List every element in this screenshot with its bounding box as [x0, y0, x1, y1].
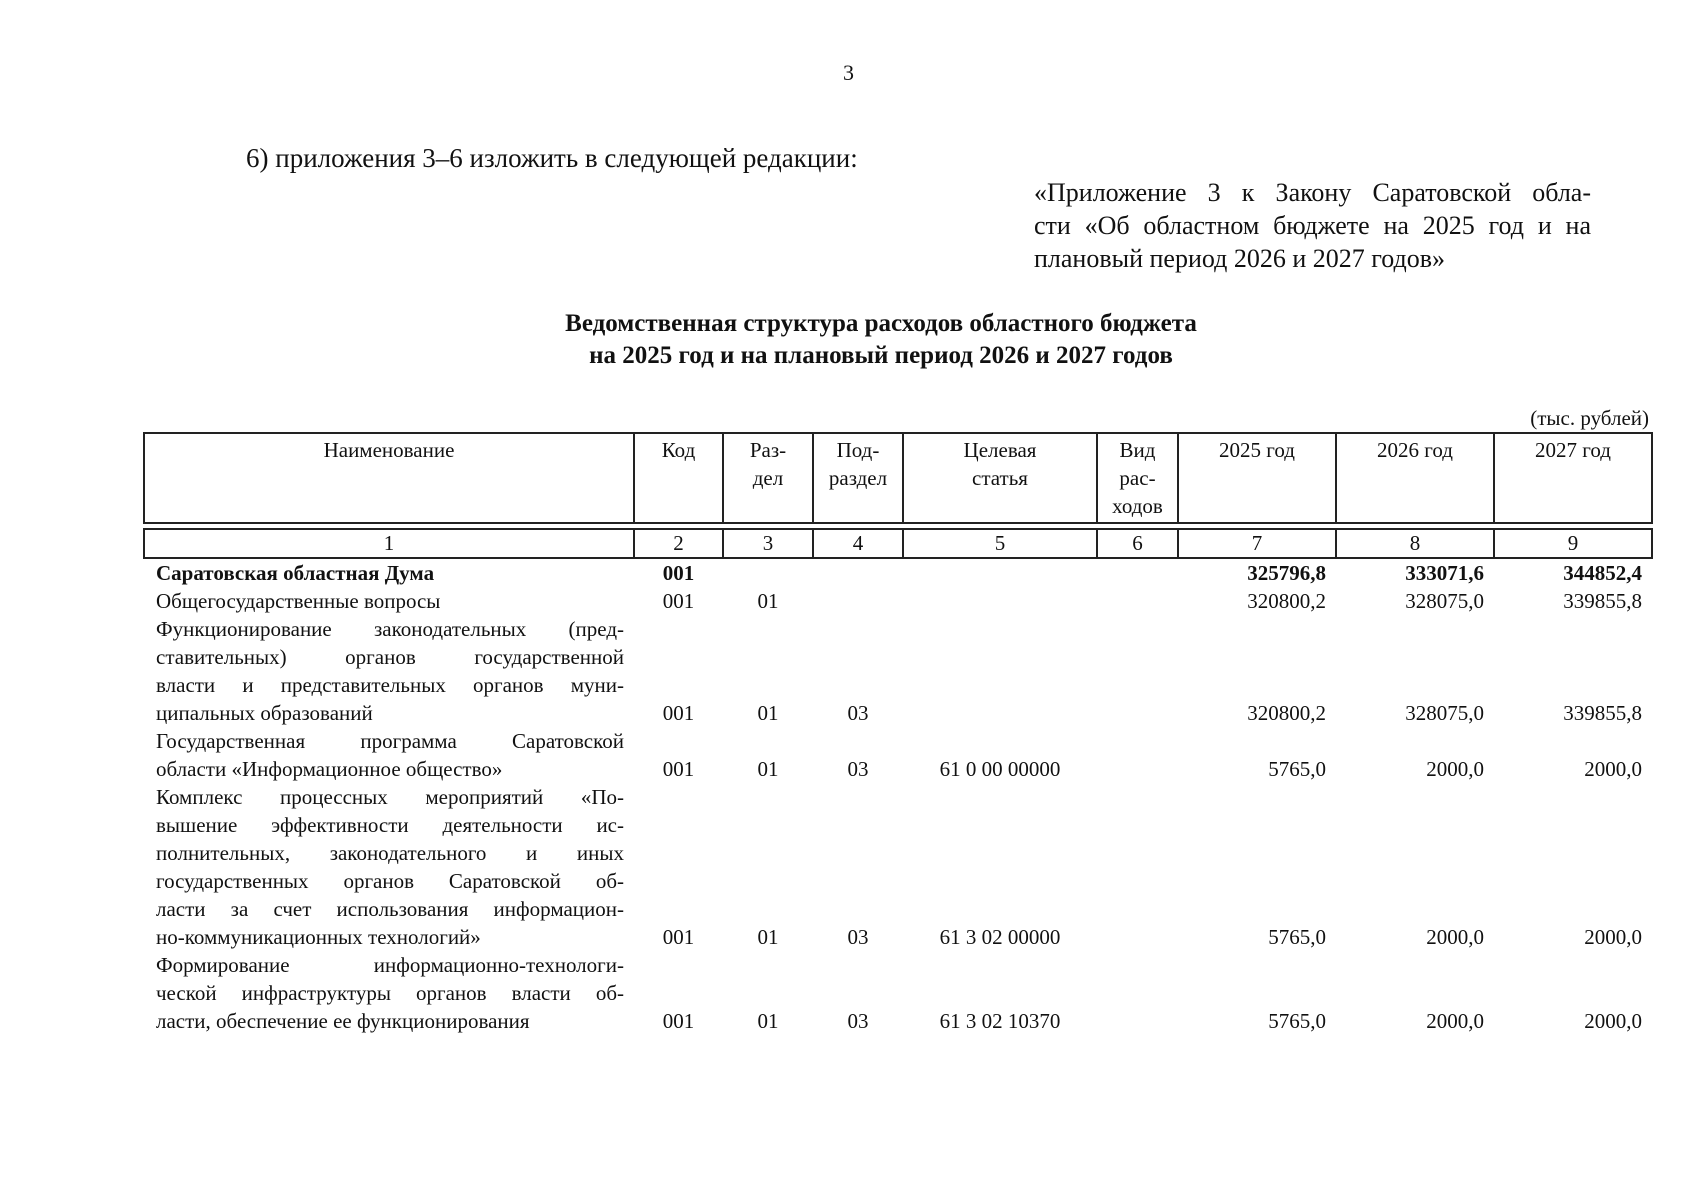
column-number: 9 [1494, 529, 1652, 558]
column-header [144, 433, 634, 523]
amount-2026-cell: 2000,0 [1426, 925, 1484, 949]
amount-2025-cell: 320800,2 [1247, 589, 1326, 613]
row-name [144, 783, 634, 951]
row-name-line: ципальных образований [156, 701, 373, 725]
column-header-line: Код [661, 438, 696, 462]
row-name-line: полнительных, законодательного и иных [156, 841, 624, 865]
intro-text: 6) приложения 3–6 изложить в следующей редакции: [246, 143, 858, 173]
section-cell: 01 [757, 589, 779, 613]
code-cell: 001 [662, 561, 695, 585]
expense-type-cell [1097, 783, 1178, 951]
appendix-line: сти «Об областном бюджете на 2025 год и на [1034, 211, 1591, 240]
amount-2027-cell: 339855,8 [1563, 589, 1642, 613]
row-name-line: но-коммуникационных технологий» [156, 925, 481, 949]
row-name-line: ласти за счет использования информацион- [156, 897, 624, 921]
column-header [1494, 433, 1652, 523]
table-row [144, 727, 1652, 783]
section-cell: 01 [757, 1009, 779, 1033]
table-row [144, 558, 1652, 587]
section-cell: 01 [757, 701, 779, 725]
table-header-row [144, 433, 1652, 523]
amount-2025-cell: 5765,0 [1268, 757, 1326, 781]
column-header-line: статья [972, 466, 1028, 490]
column-header-line: Целевая [963, 438, 1037, 462]
column-header-line: дел [752, 466, 784, 490]
amount-2025-cell: 5765,0 [1268, 925, 1326, 949]
row-name [144, 587, 634, 615]
column-header [634, 433, 723, 523]
column-header [813, 433, 903, 523]
amount-2025-cell: 320800,2 [1247, 701, 1326, 725]
row-name-line: Комплекс процессных мероприятий «По- [156, 785, 624, 809]
column-number-row [144, 529, 1652, 558]
page-number: 3 [843, 60, 854, 85]
code-cell: 001 [662, 925, 695, 949]
amount-2027-cell: 344852,4 [1563, 561, 1642, 585]
column-number: 7 [1178, 529, 1336, 558]
subsection-cell: 03 [847, 925, 869, 949]
column-header-line: рас- [1119, 466, 1156, 490]
target-article-cell [903, 615, 1097, 727]
subsection-cell [813, 587, 903, 615]
row-name-line: государственных органов Саратовской об- [156, 869, 624, 893]
appendix-line: плановый период 2026 и 2027 годов» [1034, 244, 1446, 273]
table-row [144, 783, 1652, 951]
row-name-line: ставительных) органов государственной [156, 645, 624, 669]
column-header [1178, 433, 1336, 523]
row-name-line: ласти, обеспечение ее функционирования [156, 1009, 530, 1033]
target-article-cell: 61 3 02 10370 [939, 1009, 1061, 1033]
subsection-cell: 03 [847, 757, 869, 781]
target-article-cell: 61 0 00 00000 [939, 757, 1061, 781]
row-name-line: Саратовская областная Дума [156, 561, 435, 585]
code-cell: 001 [662, 701, 695, 725]
title-line: Ведомственная структура расходов областного бюджета [565, 310, 1197, 337]
section-cell: 01 [757, 925, 779, 949]
amount-2027-cell: 2000,0 [1584, 757, 1642, 781]
section-cell: 01 [757, 757, 779, 781]
column-number: 4 [813, 529, 903, 558]
target-article-cell: 61 3 02 00000 [939, 925, 1061, 949]
row-name [144, 615, 634, 727]
column-header-line: раздел [828, 466, 888, 490]
column-header-line: ходов [1112, 494, 1163, 518]
table-row [144, 615, 1652, 727]
amount-2027-cell: 2000,0 [1584, 925, 1642, 949]
column-number: 3 [723, 529, 813, 558]
row-name-line: Функционирование законодательных (пред- [156, 617, 624, 641]
budget-table [143, 432, 1653, 1035]
amount-2026-cell: 2000,0 [1426, 1009, 1484, 1033]
target-article-cell [903, 558, 1097, 587]
column-header-line: Вид [1119, 438, 1156, 462]
expense-type-cell [1097, 558, 1178, 587]
column-header-line: 2027 год [1535, 438, 1611, 462]
row-name-line: Государственная программа Саратовской [156, 729, 624, 753]
column-number: 8 [1336, 529, 1494, 558]
amount-2027-cell: 2000,0 [1584, 1009, 1642, 1033]
row-name-line: власти и представительных органов муни- [156, 673, 624, 697]
title-line: на 2025 год и на плановый период 2026 и 2027 годов [589, 342, 1173, 369]
code-cell: 001 [662, 589, 695, 613]
row-name-line: Общегосударственные вопросы [156, 589, 441, 613]
code-cell: 001 [662, 757, 695, 781]
column-header-line: Наименование [323, 438, 455, 462]
section-cell [723, 558, 813, 587]
row-name [144, 558, 634, 587]
column-number: 1 [144, 529, 634, 558]
row-name [144, 727, 634, 783]
column-header [1336, 433, 1494, 523]
subsection-cell: 03 [847, 1009, 869, 1033]
code-cell: 001 [662, 1009, 695, 1033]
amount-2025-cell: 5765,0 [1268, 1009, 1326, 1033]
subsection-cell: 03 [847, 701, 869, 725]
expense-type-cell [1097, 727, 1178, 783]
row-name-line: вышение эффективности деятельности ис- [156, 813, 624, 837]
column-number: 2 [634, 529, 723, 558]
column-header [723, 433, 813, 523]
column-header-line: Под- [836, 438, 880, 462]
amount-2026-cell: 328075,0 [1405, 701, 1484, 725]
column-number: 5 [903, 529, 1097, 558]
table-row [144, 951, 1652, 1035]
appendix-line: «Приложение 3 к Закону Саратовской обла- [1034, 178, 1591, 207]
row-name-line: области «Информационное общество» [156, 757, 503, 781]
units-label: (тыс. рублей) [1530, 406, 1649, 430]
amount-2026-cell: 2000,0 [1426, 757, 1484, 781]
column-number: 6 [1097, 529, 1178, 558]
appendix-reference [1034, 176, 1591, 275]
column-header [903, 433, 1097, 523]
expense-type-cell [1097, 587, 1178, 615]
amount-2027-cell: 339855,8 [1563, 701, 1642, 725]
document-title [0, 308, 1697, 372]
expense-type-cell [1097, 951, 1178, 1035]
column-header-line: 2025 год [1219, 438, 1295, 462]
row-name-line: Формирование информационно-технологи- [156, 953, 624, 977]
column-header-line: 2026 год [1377, 438, 1453, 462]
expense-type-cell [1097, 615, 1178, 727]
subsection-cell [813, 558, 903, 587]
table-row [144, 587, 1652, 615]
column-header-line: Раз- [749, 438, 787, 462]
amount-2026-cell: 328075,0 [1405, 589, 1484, 613]
amount-2025-cell: 325796,8 [1247, 561, 1326, 585]
target-article-cell [903, 587, 1097, 615]
row-name [144, 951, 634, 1035]
column-header [1097, 433, 1178, 523]
row-name-line: ческой инфраструктуры органов власти об- [156, 981, 624, 1005]
amount-2026-cell: 333071,6 [1405, 561, 1484, 585]
